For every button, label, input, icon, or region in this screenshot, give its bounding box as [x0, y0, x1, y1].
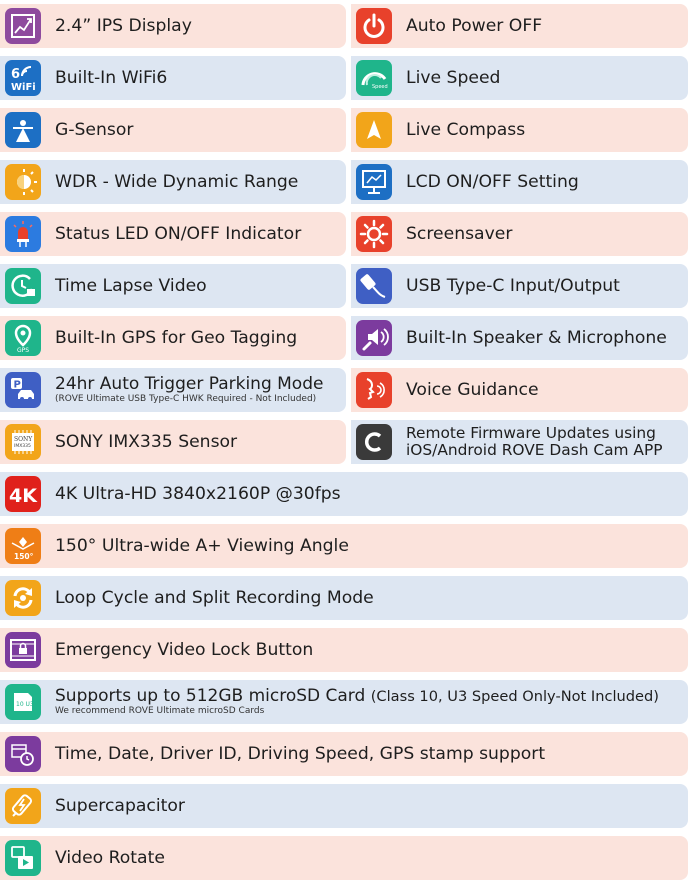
svg-text:4K: 4K: [9, 485, 37, 507]
feature-item: [0, 264, 346, 308]
feature-label: Built-In WiFi6: [55, 68, 168, 88]
compass-arrow-icon: [356, 112, 392, 148]
feature-label: Screensaver: [406, 224, 513, 244]
4k-icon: [5, 476, 41, 512]
viewing-angle-icon: [5, 528, 41, 564]
feature-item: [351, 108, 688, 152]
feature-label: LCD ON/OFF Setting: [406, 172, 579, 192]
feature-note: (ROVE Ultimate USB Type-C HWK Required - Not Included): [55, 394, 317, 404]
feature-row: [0, 780, 688, 832]
feature-label: 2.4” IPS Display: [55, 16, 192, 36]
microsd-card-icon: [5, 684, 41, 720]
feature-label-stack: [406, 425, 663, 459]
feature-label: SONY IMX335 Sensor: [55, 432, 238, 452]
feature-row: [0, 52, 688, 104]
feature-label: Status LED ON/OFF Indicator: [55, 224, 302, 244]
voice-guidance-icon: [356, 372, 392, 408]
svg-text:10 U3: 10 U3: [16, 701, 34, 708]
feature-label: Time Lapse Video: [55, 276, 207, 296]
feature-item: [0, 732, 688, 776]
feature-label-line: [55, 687, 659, 706]
parking-car-icon: [5, 372, 41, 408]
feature-label: Video Rotate: [55, 848, 165, 868]
feature-label: Built-In GPS for Geo Tagging: [55, 328, 298, 348]
feature-label: WDR - Wide Dynamic Range: [55, 172, 299, 192]
loop-cycle-icon: [5, 580, 41, 616]
svg-text:WiFi: WiFi: [11, 82, 36, 93]
feature-item: [351, 264, 688, 308]
feature-item: [0, 108, 346, 152]
feature-item: [0, 576, 688, 620]
feature-label: Live Speed: [406, 68, 501, 88]
feature-label-stack: [55, 687, 659, 717]
feature-item: [0, 420, 346, 464]
feature-item: [0, 212, 346, 256]
feature-label-line2: iOS/Android ROVE Dash Cam APP: [406, 441, 663, 459]
svg-text:6: 6: [11, 67, 21, 82]
feature-row: [0, 468, 688, 520]
feature-item: [0, 56, 346, 100]
feature-label: Supports up to 512GB microSD Card: [55, 686, 366, 706]
feature-row: [0, 104, 688, 156]
feature-row: [0, 208, 688, 260]
feature-label: Built-In Speaker & Microphone: [406, 328, 667, 348]
feature-item: [351, 212, 688, 256]
feature-label-line1: Remote Firmware Updates using: [406, 424, 656, 442]
speaker-mic-icon: [356, 320, 392, 356]
feature-row: [0, 572, 688, 624]
video-rotate-icon: [5, 840, 41, 876]
feature-row: [0, 416, 688, 468]
feature-label: Live Compass: [406, 120, 526, 140]
feature-row: [0, 364, 688, 416]
feature-paren-note: (Class 10, U3 Speed Only-Not Included): [370, 688, 659, 705]
feature-label: Loop Cycle and Split Recording Mode: [55, 588, 374, 608]
svg-text:IMX335: IMX335: [14, 444, 31, 449]
power-icon: [356, 8, 392, 44]
display-chart-icon: [5, 8, 41, 44]
svg-text:P: P: [13, 379, 21, 391]
feature-item: [351, 368, 688, 412]
feature-row: [0, 156, 688, 208]
feature-label: 150° Ultra-wide A+ Viewing Angle: [55, 536, 349, 556]
feature-label: Supercapacitor: [55, 796, 185, 816]
svg-text:150°: 150°: [14, 552, 34, 561]
sony-sensor-chip-icon: [5, 424, 41, 460]
feature-item: [351, 316, 688, 360]
feature-note: We recommend ROVE Ultimate microSD Cards: [55, 706, 265, 716]
svg-text:SONY: SONY: [14, 436, 33, 443]
feature-item: [0, 628, 688, 672]
feature-item: [0, 160, 346, 204]
screensaver-sun-icon: [356, 216, 392, 252]
time-stamp-icon: [5, 736, 41, 772]
svg-text:GPS: GPS: [17, 347, 30, 353]
feature-label: 4K Ultra-HD 3840x2160P @30fps: [55, 484, 341, 504]
feature-item: [351, 4, 688, 48]
feature-row: [0, 0, 688, 52]
feature-label: Auto Power OFF: [406, 16, 543, 36]
feature-row: [0, 676, 688, 728]
feature-row: [0, 312, 688, 364]
feature-item: [0, 316, 346, 360]
g-sensor-icon: [5, 112, 41, 148]
status-led-icon: [5, 216, 41, 252]
feature-item: [0, 784, 688, 828]
feature-item: [0, 472, 688, 516]
feature-row: [0, 832, 688, 884]
supercapacitor-icon: [5, 788, 41, 824]
feature-label: USB Type-C Input/Output: [406, 276, 620, 296]
feature-item: [0, 4, 346, 48]
usb-cable-icon: [356, 268, 392, 304]
feature-item: [351, 56, 688, 100]
feature-item: [351, 420, 688, 464]
sun-wdr-icon: [5, 164, 41, 200]
film-lock-icon: [5, 632, 41, 668]
feature-label: G-Sensor: [55, 120, 134, 140]
monitor-icon: [356, 164, 392, 200]
feature-label: Emergency Video Lock Button: [55, 640, 314, 660]
time-lapse-icon: [5, 268, 41, 304]
feature-row: [0, 728, 688, 780]
feature-item: [0, 524, 688, 568]
feature-label: Voice Guidance: [406, 380, 539, 400]
feature-row: [0, 520, 688, 572]
feature-label: Time, Date, Driver ID, Driving Speed, GPS stamp support: [55, 744, 546, 764]
feature-label: 24hr Auto Trigger Parking Mode: [55, 374, 324, 394]
feature-item: [0, 680, 688, 724]
gps-pin-icon: [5, 320, 41, 356]
feature-item: [0, 836, 688, 880]
feature-row: [0, 624, 688, 676]
feature-label-stack: [55, 375, 323, 405]
svg-text:Speed: Speed: [372, 84, 388, 90]
wifi6-icon: [5, 60, 41, 96]
feature-item: [351, 160, 688, 204]
rove-app-icon: [356, 424, 392, 460]
speedometer-icon: [356, 60, 392, 96]
feature-row: [0, 260, 688, 312]
feature-item: [0, 368, 346, 412]
